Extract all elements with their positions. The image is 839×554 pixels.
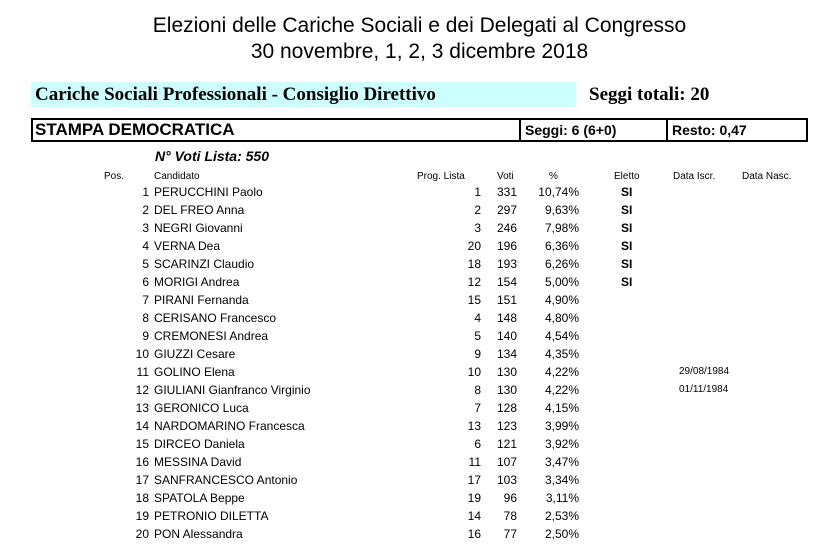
table-row (0, 399, 839, 417)
row-candidate-name: PON Alessandra (154, 527, 243, 541)
row-candidate-name: VERNA Dea (154, 239, 221, 253)
row-pct: 7,98% (544, 221, 579, 235)
row-prog-lista: 2 (474, 203, 481, 217)
row-voti: 140 (496, 329, 517, 343)
row-candidate-name: DEL FREO Anna (154, 203, 245, 217)
row-pct: 4,54% (544, 329, 579, 343)
row-prog-lista: 19 (467, 491, 481, 505)
table-row (0, 237, 839, 255)
row-candidate-name: MORIGI Andrea (154, 275, 240, 289)
row-prog-lista: 14 (467, 509, 481, 523)
row-eletto: SI (621, 185, 633, 199)
col-header-pos: Pos. (104, 171, 125, 182)
col-header-voti: Voti (497, 171, 514, 182)
row-prog-lista: 13 (467, 419, 481, 433)
row-pct: 10,74% (538, 185, 579, 199)
voti-lista: N° Voti Lista: 550 (155, 148, 269, 164)
col-header-data-nasc: Data Nasc. (742, 171, 792, 182)
row-voti: 148 (496, 311, 517, 325)
row-candidate-name: CERISANO Francesco (154, 311, 277, 325)
row-pos: 13 (135, 401, 149, 415)
table-row (0, 183, 839, 201)
list-seggi: Seggi: 6 (6+0) (519, 120, 666, 140)
row-pos: 6 (142, 275, 149, 289)
row-prog-lista: 7 (474, 401, 481, 415)
row-prog-lista: 18 (467, 257, 481, 271)
row-prog-lista: 3 (474, 221, 481, 235)
row-pos: 10 (135, 347, 149, 361)
row-voti: 130 (496, 365, 517, 379)
row-voti: 130 (496, 383, 517, 397)
row-pct: 3,34% (544, 473, 579, 487)
section-label: Cariche Sociali Professionali - Consiglio Direttivo (31, 82, 576, 107)
table-row (0, 489, 839, 507)
row-voti: 196 (496, 239, 517, 253)
row-pct: 9,63% (544, 203, 579, 217)
row-candidate-name: SANFRANCESCO Antonio (154, 473, 298, 487)
row-candidate-name: NARDOMARINO Francesca (154, 419, 305, 433)
row-prog-lista: 1 (474, 185, 481, 199)
row-pos: 17 (135, 473, 149, 487)
row-pos: 9 (142, 329, 149, 343)
row-prog-lista: 15 (467, 293, 481, 307)
table-row (0, 309, 839, 327)
row-data-iscr: 01/11/1984 (679, 384, 729, 395)
row-prog-lista: 5 (474, 329, 481, 343)
row-pct: 4,90% (544, 293, 579, 307)
table-row (0, 381, 839, 399)
row-pos: 14 (135, 419, 149, 433)
row-voti: 151 (496, 293, 517, 307)
row-pos: 18 (135, 491, 149, 505)
row-data-iscr: 29/08/1984 (679, 366, 730, 377)
row-candidate-name: SCARINZI Claudio (154, 257, 255, 271)
col-header-eletto: Eletto (614, 171, 640, 182)
row-eletto: SI (621, 275, 633, 289)
table-row (0, 327, 839, 345)
row-pos: 8 (142, 311, 149, 325)
row-pct: 6,36% (544, 239, 579, 253)
row-prog-lista: 10 (467, 365, 481, 379)
row-prog-lista: 17 (467, 473, 481, 487)
list-name: STAMPA DEMOCRATICA (35, 120, 235, 139)
row-voti: 297 (496, 203, 517, 217)
row-eletto: SI (621, 203, 633, 217)
row-prog-lista: 8 (474, 383, 481, 397)
row-voti: 96 (503, 491, 517, 505)
row-prog-lista: 12 (467, 275, 481, 289)
row-pos: 12 (135, 383, 149, 397)
row-candidate-name: SPATOLA Beppe (154, 491, 245, 505)
row-candidate-name: PERUCCHINI Paolo (154, 185, 263, 199)
row-candidate-name: PETRONIO DILETTA (154, 509, 269, 523)
row-voti: 134 (496, 347, 517, 361)
row-voti: 331 (496, 185, 517, 199)
row-candidate-name: NEGRI Giovanni (154, 221, 243, 235)
row-voti: 78 (503, 509, 517, 523)
row-pct: 3,11% (545, 491, 579, 505)
row-pos: 4 (142, 239, 149, 253)
row-candidate-name: PIRANI Fernanda (154, 293, 249, 307)
row-voti: 107 (496, 455, 517, 469)
row-prog-lista: 20 (467, 239, 481, 253)
row-pos: 16 (135, 455, 149, 469)
row-voti: 246 (496, 221, 517, 235)
row-voti: 128 (496, 401, 517, 415)
table-row (0, 507, 839, 525)
row-pos: 3 (142, 221, 149, 235)
row-candidate-name: GOLINO Elena (154, 365, 235, 379)
col-header-candidato: Candidato (154, 171, 200, 182)
row-eletto: SI (621, 221, 633, 235)
row-pos: 19 (135, 509, 149, 523)
table-row (0, 417, 839, 435)
document-title: Elezioni delle Cariche Sociali e dei Delegati al Congresso (152, 14, 687, 37)
row-pct: 4,35% (544, 347, 579, 361)
row-prog-lista: 16 (467, 527, 481, 541)
table-row (0, 345, 839, 363)
row-pct: 5,00% (544, 275, 579, 289)
row-eletto: SI (621, 257, 633, 271)
row-pos: 15 (135, 437, 149, 451)
row-pct: 4,15% (544, 401, 579, 415)
row-candidate-name: GIUZZI Cesare (154, 347, 236, 361)
row-candidate-name: DIRCEO Daniela (154, 437, 245, 451)
row-pos: 5 (142, 257, 149, 271)
table-row (0, 525, 839, 543)
row-pos: 20 (135, 527, 149, 541)
table-row (0, 435, 839, 453)
row-candidate-name: GERONICO Luca (154, 401, 249, 415)
col-header-prog-lista: Prog. Lista (417, 171, 465, 182)
table-row (0, 255, 839, 273)
document-dates: 30 novembre, 1, 2, 3 dicembre 2018 (250, 40, 589, 63)
row-pos: 2 (142, 203, 149, 217)
row-pos: 11 (136, 365, 149, 379)
row-candidate-name: GIULIANI Gianfranco Virginio (154, 383, 311, 397)
row-voti: 193 (496, 257, 517, 271)
row-pct: 4,80% (544, 311, 579, 325)
row-pct: 2,50% (544, 527, 579, 541)
row-pos: 1 (142, 185, 149, 199)
col-header-pct: % (549, 171, 558, 182)
row-voti: 123 (496, 419, 517, 433)
row-candidate-name: MESSINA David (154, 455, 242, 469)
row-voti: 154 (496, 275, 517, 289)
row-prog-lista: 4 (474, 311, 481, 325)
row-pct: 3,47% (544, 455, 579, 469)
row-prog-lista: 11 (468, 455, 481, 469)
list-resto: Resto: 0,47 (666, 120, 806, 140)
row-voti: 77 (503, 527, 517, 541)
row-voti: 121 (496, 437, 517, 451)
table-row (0, 471, 839, 489)
table-row (0, 291, 839, 309)
table-row (0, 363, 839, 381)
row-pct: 4,22% (544, 383, 579, 397)
table-row (0, 453, 839, 471)
row-pct: 6,26% (544, 257, 579, 271)
row-pct: 3,99% (544, 419, 579, 433)
row-candidate-name: CREMONESI Andrea (154, 329, 269, 343)
table-row (0, 273, 839, 291)
row-prog-lista: 9 (474, 347, 481, 361)
row-pct: 4,22% (544, 365, 579, 379)
seggi-totali: Seggi totali: 20 (589, 84, 710, 105)
col-header-data-iscr: Data Iscr. (673, 171, 716, 182)
row-prog-lista: 6 (474, 437, 481, 451)
row-pos: 7 (142, 293, 149, 307)
table-row (0, 201, 839, 219)
list-header (31, 118, 808, 142)
row-pct: 3,92% (544, 437, 579, 451)
table-row (0, 219, 839, 237)
row-pct: 2,53% (544, 509, 579, 523)
row-eletto: SI (621, 239, 633, 253)
row-voti: 103 (496, 473, 517, 487)
